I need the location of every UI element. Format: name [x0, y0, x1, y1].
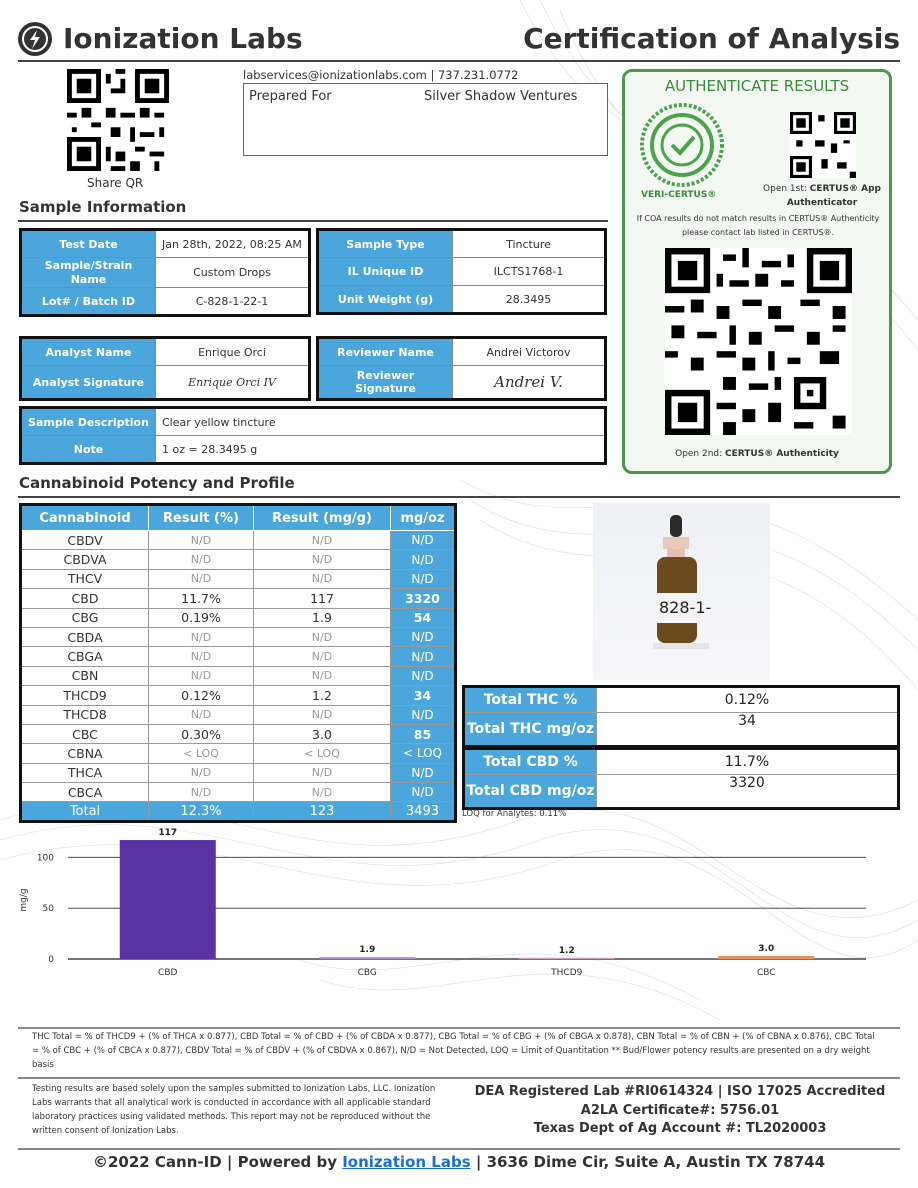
total-thc-table [462, 685, 900, 748]
result-mg-oz: N/D [391, 647, 456, 666]
x-tick-label: THCD9 [551, 968, 583, 978]
result-pct: 0.12% [149, 686, 254, 705]
cannabinoid-name: CBNA [21, 744, 149, 763]
certus-authenticity-qr-code[interactable] [665, 248, 852, 435]
col-cannabinoid: Cannabinoid [21, 505, 149, 531]
open-second-app: CERTUS® Authenticity [725, 449, 839, 459]
cannabinoid-name: THCD8 [21, 705, 149, 724]
potency-row [21, 647, 456, 666]
result-mg-oz: < LOQ [391, 744, 456, 763]
result-mg: N/D [254, 705, 391, 724]
potency-header-row [21, 505, 456, 531]
cannabinoid-name: THCD9 [21, 686, 149, 705]
unit-weight-value: 28.3495 [453, 286, 606, 314]
col-result-pct: Result (%) [149, 505, 254, 531]
total-mg: 123 [254, 802, 391, 821]
result-mg: N/D [254, 783, 391, 802]
notes-rule-mid [18, 1077, 900, 1079]
share-qr-code[interactable] [67, 69, 169, 171]
lab-contact: labservices@ionizationlabs.com | 737.231.0772 [243, 68, 519, 82]
result-mg: N/D [254, 666, 391, 685]
y-axis-label: mg/g [19, 888, 29, 912]
description-value: Clear yellow tincture [156, 408, 606, 436]
result-mg: 117 [254, 589, 391, 608]
open-first-prefix: Open 1st: [763, 184, 810, 194]
bar-thcd9 [519, 958, 615, 959]
bar-value-label: 1.9 [359, 945, 376, 956]
reviewer-name-label: Reviewer Name [318, 338, 453, 366]
disclaimer-note: Testing results are based solely upon the samples submitted to Ionization Labs, LLC. Ionization Labs warrants that all analytical work is conducted in accordance with all applicable standard laboratory practices using validated methods. This report may not be reproduced without the written consent of Ionization Labs. [32, 1084, 436, 1136]
result-mg: N/D [254, 550, 391, 569]
cannabinoid-name: CBDA [21, 627, 149, 646]
accreditation-line-1: DEA Registered Lab #RI0614324 | ISO 17025 Accredited [474, 1084, 886, 1099]
il-id-label: IL Unique ID [318, 258, 453, 286]
prepared-for-value: Silver Shadow Ventures [424, 89, 578, 104]
result-mg: N/D [254, 763, 391, 782]
potency-table [19, 503, 457, 823]
prepared-for-label: Prepared For [249, 89, 332, 104]
reviewer-name-value: Andrei Victorov [453, 338, 606, 366]
cannabinoid-name: CBC [21, 724, 149, 743]
description-table [19, 406, 607, 465]
bar-value-label: 117 [158, 828, 178, 839]
result-pct: N/D [149, 666, 254, 685]
col-result-mg: Result (mg/g) [254, 505, 391, 531]
accreditation-block [460, 1083, 900, 1139]
potency-row [21, 783, 456, 802]
potency-row [21, 705, 456, 724]
result-mg: 1.2 [254, 686, 391, 705]
document-title: Certification of Analysis [523, 22, 900, 55]
sample-type-value: Tincture [453, 230, 606, 258]
certus-app-qr-code[interactable] [790, 112, 856, 178]
bar-cbg [319, 957, 415, 959]
potency-total-row [21, 802, 456, 821]
cannabinoid-bar-chart [0, 820, 918, 982]
result-pct: N/D [149, 550, 254, 569]
result-mg: N/D [254, 647, 391, 666]
total-mg-oz: 3493 [391, 802, 456, 821]
cannabinoid-name: THCV [21, 569, 149, 588]
result-pct: N/D [149, 569, 254, 588]
lot-value: C-828-1-22-1 [156, 288, 310, 316]
formula-note: THC Total = % of THCD9 + (% of THCA x 0.877), CBD Total = % of CBD + (% of CBDA x 0.877), CBG Total = % of CBG + (% of CBGA x 0.878), CBN Total = % of CBN + (% of CBNA x 0.876), CBC Total = % of CBC + (% of CBCA x 0.877), CBDV Total = % of CBDV + (% of CBDVA x 0.867), N/D = Not Detected, LOQ = Limit of Quantitation ** Bud/Flower potency results are presented on a dry weight basis [32, 1032, 875, 1070]
result-pct: N/D [149, 705, 254, 724]
potency-row [21, 608, 456, 627]
result-mg: N/D [254, 531, 391, 550]
result-mg: N/D [254, 627, 391, 646]
result-pct: 0.19% [149, 608, 254, 627]
y-tick-label: 0 [48, 955, 54, 965]
mismatch-note: If COA results do not match results in CERTUS® Authenticity please contact lab listed in CERTUS®. [636, 214, 880, 237]
potency-row [21, 550, 456, 569]
result-mg-oz: 85 [391, 724, 456, 743]
sample-details-table [19, 228, 311, 317]
analyst-name-label: Analyst Name [21, 338, 156, 366]
bar-value-label: 3.0 [758, 943, 775, 954]
result-mg-oz: 34 [391, 686, 456, 705]
result-pct: N/D [149, 647, 254, 666]
potency-row [21, 666, 456, 685]
potency-row [21, 763, 456, 782]
veri-certus-label: VERI-CERTUS® [641, 190, 717, 200]
il-id-value: ILCTS1768-1 [453, 258, 606, 286]
result-mg: 3.0 [254, 724, 391, 743]
loq-note: LOQ for Analytes: 0.11% [462, 809, 567, 819]
authenticate-title: AUTHENTICATE RESULTS [664, 77, 850, 95]
share-qr-label: Share QR [87, 176, 144, 190]
bar-cbd [120, 840, 216, 959]
result-mg: N/D [254, 569, 391, 588]
result-mg: < LOQ [254, 744, 391, 763]
result-mg-oz: N/D [391, 550, 456, 569]
footer-suffix: | 3636 Dime Cir, Suite A, Austin TX 78744 [470, 1153, 826, 1171]
strain-label: Sample/Strain Name [21, 258, 156, 288]
total-cbd-mg-label: Total CBD mg/oz [464, 775, 597, 809]
result-mg-oz: N/D [391, 705, 456, 724]
footer-rule [18, 1148, 900, 1150]
sample-type-label: Sample Type [318, 230, 453, 258]
sample-info-title: Sample Information [19, 198, 187, 216]
sample-photo [593, 503, 770, 680]
bar-value-label: 1.2 [558, 945, 575, 956]
unit-weight-label: Unit Weight (g) [318, 286, 453, 314]
result-pct: N/D [149, 783, 254, 802]
potency-row [21, 627, 456, 646]
potency-rule [18, 496, 900, 498]
result-mg-oz: N/D [391, 783, 456, 802]
footer [0, 1153, 918, 1171]
sample-info-rule [18, 220, 608, 222]
header-rule [18, 60, 900, 62]
total-cbd-pct-value: 11.7% [597, 749, 899, 775]
analyst-name-value: Enrique Orci [156, 338, 310, 366]
cannabinoid-name: CBN [21, 666, 149, 685]
sample-type-table [316, 228, 607, 315]
analyst-signature-label: Analyst Signature [21, 366, 156, 400]
ionization-labs-link[interactable]: Ionization Labs [342, 1153, 471, 1171]
cannabinoid-name: THCA [21, 763, 149, 782]
col-mg-oz: mg/oz [391, 505, 456, 531]
note-value: 1 oz = 28.3495 g [156, 436, 606, 464]
result-pct: < LOQ [149, 744, 254, 763]
result-mg-oz: N/D [391, 569, 456, 588]
reviewer-signature: Andrei V. [453, 366, 606, 400]
bottle-label-text: 828-1- [659, 598, 712, 617]
reviewer-signature-label: Reviewer Signature [318, 366, 453, 400]
potency-row [21, 589, 456, 608]
result-pct: N/D [149, 627, 254, 646]
accreditation-line-3: Texas Dept of Ag Account #: TL2020003 [533, 1121, 827, 1136]
footer-prefix: ©2022 Cann-ID | Powered by [92, 1153, 343, 1171]
open-second-instruction [625, 449, 889, 459]
result-mg: 1.9 [254, 608, 391, 627]
result-mg-oz: N/D [391, 763, 456, 782]
total-cbd-mg-value: 3320 [597, 775, 899, 809]
y-tick-label: 50 [42, 904, 54, 915]
open-second-prefix: Open 2nd: [675, 449, 725, 459]
potency-row [21, 569, 456, 588]
test-date-value: Jan 28th, 2022, 08:25 AM [156, 230, 310, 258]
lot-label: Lot# / Batch ID [21, 288, 156, 316]
analyst-table [19, 336, 311, 401]
potency-row [21, 744, 456, 763]
total-thc-mg-label: Total THC mg/oz [464, 713, 597, 747]
open-first-app: CERTUS® App Authenticator [786, 184, 881, 208]
cannabinoid-name: CBDV [21, 531, 149, 550]
result-pct: N/D [149, 763, 254, 782]
result-pct: N/D [149, 531, 254, 550]
lab-logo [18, 22, 52, 56]
potency-row [21, 724, 456, 743]
strain-value: Custom Drops [156, 258, 310, 288]
cannabinoid-name: CBGA [21, 647, 149, 666]
total-pct: 12.3% [149, 802, 254, 821]
potency-row [21, 686, 456, 705]
x-tick-label: CBG [357, 968, 377, 978]
x-tick-label: CBC [756, 968, 776, 978]
total-label: Total [21, 802, 149, 821]
notes-rule-top [18, 1027, 900, 1029]
authenticate-panel [622, 69, 892, 474]
result-mg-oz: N/D [391, 531, 456, 550]
total-thc-pct-value: 0.12% [597, 687, 899, 713]
result-mg-oz: 3320 [391, 589, 456, 608]
result-mg-oz: N/D [391, 666, 456, 685]
result-pct: 0.30% [149, 724, 254, 743]
result-mg-oz: 54 [391, 608, 456, 627]
cannabinoid-name: CBD [21, 589, 149, 608]
y-tick-label: 100 [36, 853, 54, 864]
potency-title: Cannabinoid Potency and Profile [19, 474, 295, 492]
accreditation-line-2: A2LA Certificate#: 5756.01 [580, 1102, 780, 1118]
cannabinoid-name: CBG [21, 608, 149, 627]
description-label: Sample Description [21, 408, 156, 436]
test-date-label: Test Date [21, 230, 156, 258]
lab-name: Ionization Labs [63, 22, 303, 55]
cannabinoid-name: CBCA [21, 783, 149, 802]
veri-certus-seal [639, 102, 725, 188]
cannabinoid-name: CBDVA [21, 550, 149, 569]
open-first-instruction [755, 182, 889, 210]
total-cbd-table [462, 747, 900, 810]
prepared-for-box [243, 83, 608, 156]
result-mg-oz: N/D [391, 627, 456, 646]
potency-row [21, 531, 456, 550]
note-label: Note [21, 436, 156, 464]
analyst-signature: Enrique Orci IV [156, 366, 310, 400]
bar-cbc [718, 956, 814, 959]
bottle-image [593, 503, 770, 680]
total-thc-pct-label: Total THC % [464, 687, 597, 713]
result-pct: 11.7% [149, 589, 254, 608]
total-cbd-pct-label: Total CBD % [464, 749, 597, 775]
total-thc-mg-value: 34 [597, 713, 899, 747]
x-tick-label: CBD [158, 968, 178, 978]
reviewer-table [316, 336, 607, 401]
